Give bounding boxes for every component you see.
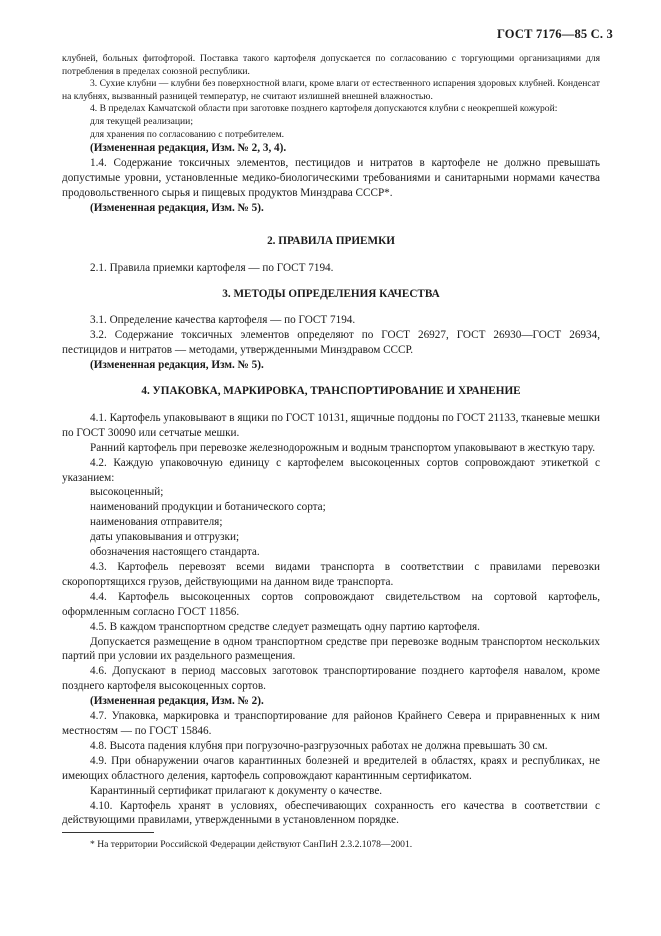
list-item: обозначения настоящего стандарта. [90,546,260,559]
amendment-note: (Измененная редакция, Изм. № 2). [90,695,264,708]
list-item: наименования отправителя; [90,516,223,529]
paragraph: 3.2. Содержание токсичных элементов определяют по ГОСТ 26927, ГОСТ 26930—ГОСТ 26934, пестицидов и нитратов — методами, утвержденными Минздравом СССР. [62,329,600,357]
amendment-note: (Измененная редакция, Изм. № 5). [90,201,264,214]
paragraph: 4.2. Каждую упаковочную единицу с картофелем высокоценных сортов сопровождают этикеткой с указанием: [62,456,600,484]
paragraph: 3. Сухие клубни — клубни без поверхностной влаги, кроме влаги от естественного испарения здоровых клубней. Конденсат на клубнях, вызванный разницей температур, не считают излишней внешней влажностью. [62,78,601,102]
list [62,485,600,560]
paragraph: 1.4. Содержание токсичных элементов, пестицидов и нитратов в картофеле не должно превышать допустимые уровни, установленные медико-биологическими требованиями и санитарными нормами качества продовольственного сырья и пищевых продуктов Минздрава СССР*. [62,157,600,199]
paragraph: 4.10. Картофель хранят в условиях, обеспечивающих сохранность его качества в соответствии с действующими правилами, утвержденными в установленном порядке. [62,799,600,827]
page-header: ГОСТ 7176—85 С. 3 [496,27,613,41]
list [62,116,600,141]
footnote: * На территории Российской Федерации действуют СанПиН 2.3.2.1078—2001. [90,839,413,851]
paragraph: Допускается размещение в одном транспортном средстве при перевозке водным транспортом нескольких партий при условии их раздельного размещения. [62,635,600,663]
paragraph: Ранний картофель при перевозке железнодорожным и водным транспортом упаковывают в жесткую тару. [90,441,596,454]
paragraph: 4. В пределах Камчатской области при заготовке позднего картофеля допускаются клубни с неокрепшей кожурой: [90,103,558,115]
list-item: высокоценный; [90,486,164,499]
section-heading: 4. УПАКОВКА, МАРКИРОВКА, ТРАНСПОРТИРОВАНИЕ И ХРАНЕНИЕ [141,385,521,398]
paragraph: 4.3. Картофель перевозят всеми видами транспорта в соответствии с правилами перевозки скоропортящихся грузов, действующими на данном виде транспорта. [62,561,600,588]
section-heading: 3. МЕТОДЫ ОПРЕДЕЛЕНИЯ КАЧЕСТВА [222,287,440,300]
list-item: для текущей реализации; [90,115,193,127]
paragraph: 4.4. Картофель высокоценных сортов сопровождают свидетельством на сортовой картофель, оформленным согласно ГОСТ 11856. [62,590,600,618]
section-1-continuation [62,53,600,141]
paragraph: 2.1. Правила приемки картофеля — по ГОСТ 7194. [90,261,334,274]
paragraph: 4.6. Допускают в период массовых заготовок транспортирование позднего картофеля навалом, кроме позднего картофеля высокоценных сортов. [62,665,600,693]
footnote-divider [62,832,154,833]
paragraph: 3.1. Определение качества картофеля — по ГОСТ 7194. [90,314,356,327]
section-heading: 2. ПРАВИЛА ПРИЕМКИ [267,234,395,247]
paragraph: 4.7. Упаковка, маркировка и транспортирование для районов Крайнего Севера и приравненных к ним местностям — по ГОСТ 15846. [62,710,600,737]
paragraph: клубней, больных фитофторой. Поставка такого картофеля допускается по согласованию с торгующими организациями для потребления в пределах союзной республики. [62,53,600,77]
paragraph: 4.9. При обнаружении очагов карантинных болезней и вредителей в областях, краях и республиках, не имеющих областного деления, картофель сопровождают карантинным сертификатом. [62,754,600,782]
list-item: для хранения по согласованию с потребителем. [90,128,285,140]
paragraph: Карантинный сертификат прилагают к документу о качестве. [90,784,383,797]
page-content [62,53,600,851]
paragraph: 4.1. Картофель упаковывают в ящики по ГОСТ 10131, ящичные поддоны по ГОСТ 21133, тканевые мешки по ГОСТ 30090 или сетчатые мешки. [62,411,600,439]
list-item: даты упаковывания и отгрузки; [90,531,240,544]
amendment-note: (Измененная редакция, Изм. № 5). [90,359,264,372]
list-item: наименований продукции и ботанического сорта; [90,501,326,514]
amendment-note: (Измененная редакция, Изм. № 2, 3, 4). [90,142,287,155]
paragraph: 4.5. В каждом транспортном средстве следует размещать одну партию картофеля. [90,620,480,633]
paragraph: 4.8. Высота падения клубня при погрузочно-разгрузочных работах не должна превышать 30 см. [90,739,548,752]
